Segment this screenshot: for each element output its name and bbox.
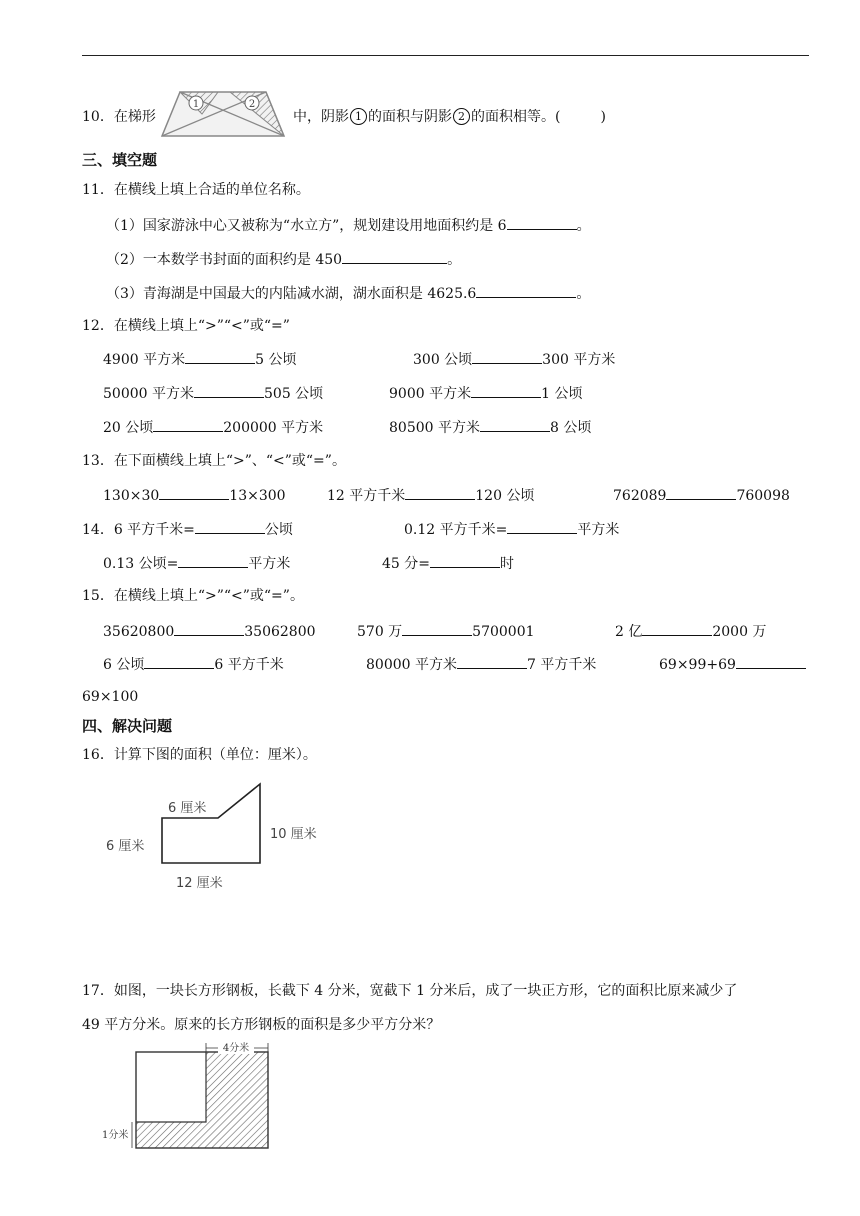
q12-r2b: 9000 平方米 1 公顷 bbox=[389, 382, 582, 404]
q17-figure bbox=[100, 1040, 280, 1152]
q13-blank[interactable] bbox=[405, 484, 475, 500]
q15-f: 69×99+69 bbox=[659, 653, 806, 675]
shade-1-label: 1 bbox=[192, 99, 200, 110]
q10-number: 10． bbox=[82, 109, 114, 125]
q10-text-pre: 在梯形 bbox=[113, 109, 156, 125]
q14-blank[interactable] bbox=[430, 552, 500, 568]
circle-1: 1 bbox=[350, 108, 367, 125]
q12-blank[interactable] bbox=[480, 416, 550, 432]
q16-label-top: 6 厘米 bbox=[168, 801, 207, 816]
q17-label-width-cut: 4分米 bbox=[222, 1043, 250, 1054]
q17-line-2: 49 平方分米。原来的长方形钢板的面积是多少平方分米？ bbox=[82, 1017, 441, 1033]
q16-label-bottom: 12 厘米 bbox=[176, 876, 223, 891]
q17-label-height-cut: 1分米 bbox=[102, 1130, 129, 1141]
q15-blank[interactable] bbox=[642, 620, 712, 636]
q12-blank[interactable] bbox=[185, 348, 255, 364]
q12-r3b: 80500 平方米 8 公顷 bbox=[389, 416, 591, 438]
q14-d: 45 分= 时 bbox=[382, 552, 514, 574]
q11-item-2: （2）一本数学书封面的面积约是 450 。 bbox=[106, 248, 461, 270]
q16-label-right: 10 厘米 bbox=[270, 827, 317, 842]
question-10 bbox=[82, 107, 156, 127]
q11-item-1: （1）国家游泳中心又被称为“水立方”，规划建设用地面积约是 6 。 bbox=[106, 214, 591, 236]
q11-blank-1[interactable] bbox=[507, 214, 577, 230]
shade-2-label: 2 bbox=[248, 99, 256, 110]
q16-stem: 16．计算下图的面积（单位：厘米）。 bbox=[82, 747, 317, 763]
q14-blank[interactable] bbox=[195, 518, 265, 534]
q15-blank[interactable] bbox=[174, 620, 244, 636]
q11-blank-3[interactable] bbox=[476, 282, 576, 298]
q12-r2a: 50000 平方米 505 公顷 bbox=[103, 382, 323, 404]
q11-stem: 11．在横线上填上合适的单位名称。 bbox=[82, 182, 310, 198]
q16-shape bbox=[162, 784, 260, 863]
q15-a: 35620800 35062800 bbox=[103, 620, 316, 642]
q15-f-tail: 69×100 bbox=[82, 689, 139, 705]
q13-blank[interactable] bbox=[666, 484, 736, 500]
q15-e: 80000 平方米 7 平方千米 bbox=[366, 653, 596, 675]
q14-blank[interactable] bbox=[507, 518, 577, 534]
q15-stem: 15．在横线上填上“>”“<”或“=”。 bbox=[82, 588, 304, 604]
section-4-heading: 四、解决问题 bbox=[82, 717, 173, 735]
circle-2: 2 bbox=[453, 108, 470, 125]
q16-figure bbox=[100, 776, 330, 896]
header-rule bbox=[82, 55, 809, 56]
q14-b: 0.12 平方千米= 平方米 bbox=[404, 518, 619, 540]
q12-blank[interactable] bbox=[472, 348, 542, 364]
q15-blank[interactable] bbox=[144, 653, 214, 669]
q15-d: 6 公顷 6 平方千米 bbox=[103, 653, 284, 675]
q12-r1a: 4900 平方米 5 公顷 bbox=[103, 348, 296, 370]
q13-stem: 13．在下面横线上填上“>”、“<”或“=”。 bbox=[82, 453, 346, 469]
q14-a: 14．6 平方千米= 公顷 bbox=[82, 518, 293, 540]
q15-blank[interactable] bbox=[457, 653, 527, 669]
trapezoid-figure bbox=[160, 88, 286, 144]
q12-blank[interactable] bbox=[471, 382, 541, 398]
q15-blank[interactable] bbox=[736, 653, 806, 669]
q15-blank[interactable] bbox=[402, 620, 472, 636]
q15-b: 570 万 5700001 bbox=[357, 620, 535, 642]
section-3-heading: 三、填空题 bbox=[82, 151, 158, 169]
q12-stem: 12．在横线上填上“>”“<”或“=” bbox=[82, 318, 290, 334]
q12-r3a: 20 公顷 200000 平方米 bbox=[103, 416, 323, 438]
q13-a: 130×30 13×300 bbox=[103, 484, 286, 506]
q13-b: 12 平方千米 120 公顷 bbox=[327, 484, 534, 506]
q17-cut-region bbox=[136, 1052, 268, 1148]
q13-blank[interactable] bbox=[159, 484, 229, 500]
q17-line-1: 17．如图，一块长方形钢板，长截下 4 分米，宽截下 1 分米后，成了一块正方形，它的面积比原来减少了 bbox=[82, 983, 738, 999]
question-10-tail: 中，阴影 1 的面积与阴影 2 的面积相等。( ) bbox=[293, 109, 606, 125]
q16-label-left: 6 厘米 bbox=[106, 839, 145, 854]
q12-blank[interactable] bbox=[153, 416, 223, 432]
q11-blank-2[interactable] bbox=[342, 248, 447, 264]
q12-blank[interactable] bbox=[194, 382, 264, 398]
q13-c: 762089 760098 bbox=[613, 484, 790, 506]
q12-r1b: 300 公顷 300 平方米 bbox=[413, 348, 615, 370]
q15-c: 2 亿 2000 万 bbox=[615, 620, 766, 642]
q14-c: 0.13 公顷= 平方米 bbox=[103, 552, 290, 574]
q14-blank[interactable] bbox=[178, 552, 248, 568]
q11-item-3: （3）青海湖是中国最大的内陆减水湖，湖水面积是 4625.6 。 bbox=[106, 282, 590, 304]
